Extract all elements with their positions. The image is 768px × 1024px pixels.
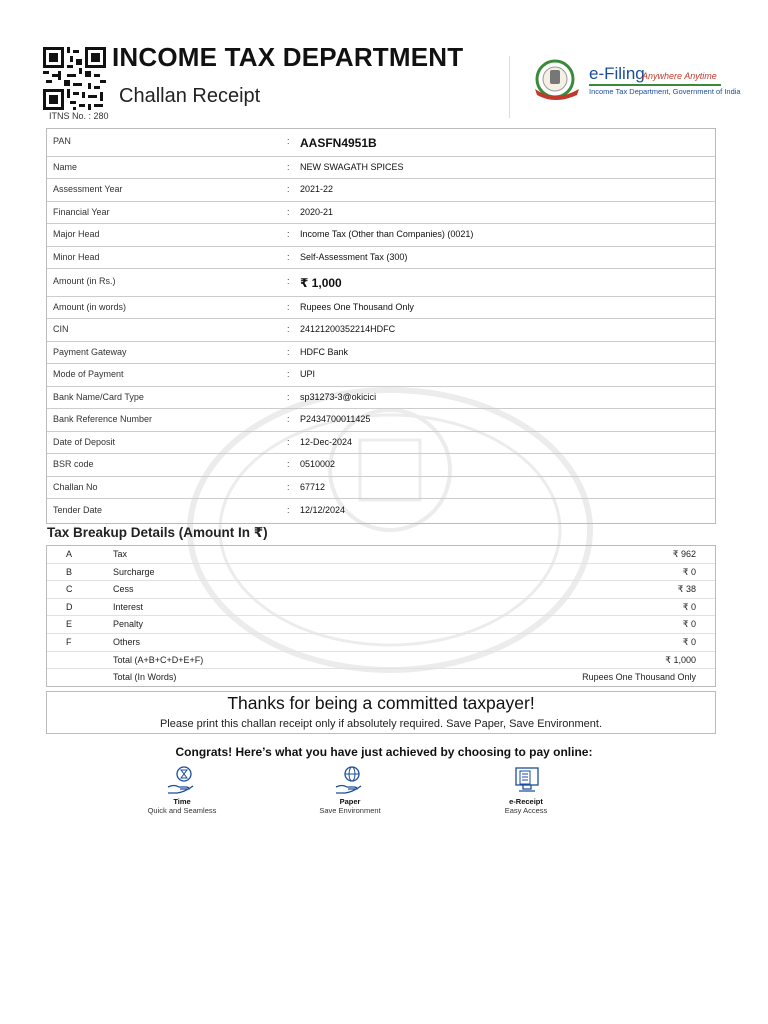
benefit-title: e-Receipt	[509, 797, 543, 806]
detail-row-pan	[47, 129, 715, 157]
detail-colon: :	[287, 392, 290, 402]
detail-value: NEW SWAGATH SPICES	[300, 162, 404, 172]
detail-label: Tender Date	[53, 505, 103, 515]
detail-value: Income Tax (Other than Companies) (0021)	[300, 229, 474, 239]
breakup-name: Total (In Words)	[113, 672, 177, 683]
detail-colon: :	[287, 136, 290, 146]
detail-label: Payment Gateway	[53, 347, 127, 357]
itns-number: ITNS No. : 280	[49, 111, 109, 121]
detail-value: UPI	[300, 369, 316, 379]
breakup-row	[47, 634, 715, 652]
efiling-subtitle: Income Tax Department, Government of India	[589, 87, 741, 96]
detail-colon: :	[287, 324, 290, 334]
benefit-title: Time	[173, 797, 191, 806]
detail-row-amount	[47, 269, 715, 297]
breakup-row	[47, 616, 715, 634]
detail-colon: :	[287, 414, 290, 424]
thanks-box	[46, 691, 716, 734]
department-title: INCOME TAX DEPARTMENT	[112, 42, 464, 72]
receipt-title: Challan Receipt	[119, 85, 261, 107]
breakup-amount: ₹ 1,000	[665, 654, 696, 665]
detail-row	[47, 477, 715, 499]
detail-row	[47, 319, 715, 342]
detail-label: CIN	[53, 324, 69, 334]
breakup-title: Tax Breakup Details (Amount In ₹)	[47, 525, 268, 540]
benefit-title: Paper	[339, 797, 361, 806]
breakup-code: C	[66, 584, 73, 595]
detail-colon: :	[287, 229, 290, 239]
breakup-row	[47, 546, 715, 564]
hourglass-hand-icon	[165, 765, 199, 797]
detail-label: Bank Name/Card Type	[53, 392, 144, 402]
breakup-name: Tax	[113, 549, 128, 559]
detail-label: Name	[53, 162, 78, 172]
detail-label: Mode of Payment	[53, 369, 124, 379]
breakup-row	[47, 564, 715, 582]
breakup-amount: ₹ 0	[682, 637, 696, 647]
detail-row	[47, 454, 715, 477]
efiling-underline	[589, 84, 721, 86]
tax-breakup-table	[46, 545, 716, 687]
breakup-amount: ₹ 38	[677, 584, 696, 595]
detail-label: BSR code	[53, 459, 94, 469]
breakup-amount: ₹ 0	[682, 601, 696, 612]
thanks-title: Thanks for being a committed taxpayer!	[227, 693, 535, 713]
benefit-time	[122, 765, 242, 815]
detail-value: 12/12/2024	[300, 505, 346, 515]
detail-colon: :	[287, 482, 290, 492]
emblem-logo-icon	[533, 59, 585, 101]
detail-colon: :	[287, 369, 290, 379]
detail-colon: :	[287, 459, 290, 469]
detail-colon: :	[287, 437, 290, 447]
detail-colon: :	[287, 347, 290, 357]
detail-label: Date of Deposit	[53, 437, 116, 447]
qr-code	[43, 47, 106, 110]
detail-row	[47, 499, 715, 523]
detail-label: Amount (in words)	[53, 302, 127, 312]
efiling-tagline: Anywhere Anytime	[642, 71, 717, 81]
detail-colon: :	[287, 302, 290, 312]
detail-value: AASFN4951B	[300, 136, 377, 150]
detail-row	[47, 387, 715, 409]
breakup-name: Total (A+B+C+D+E+F)	[113, 654, 204, 665]
breakup-code: F	[66, 637, 72, 647]
breakup-code: A	[66, 549, 73, 559]
detail-colon: :	[287, 276, 290, 286]
detail-value: sp31273-3@okicici	[300, 392, 377, 402]
detail-value: Rupees One Thousand Only	[300, 302, 414, 312]
detail-row	[47, 342, 715, 364]
detail-value: ₹ 1,000	[300, 276, 342, 290]
detail-value: P2434700011425	[300, 414, 371, 424]
challan-details-table	[46, 128, 716, 524]
detail-row	[47, 202, 715, 224]
breakup-name: Cess	[113, 584, 134, 595]
efiling-brand: e-Filing	[589, 64, 645, 83]
detail-colon: :	[287, 252, 290, 262]
header-divider	[509, 56, 510, 118]
detail-label: Financial Year	[53, 207, 110, 217]
benefit-ereceipt	[466, 765, 586, 815]
document-screen-icon	[509, 765, 543, 797]
detail-row	[47, 224, 715, 247]
detail-colon: :	[287, 184, 290, 194]
breakup-code: B	[66, 566, 73, 577]
detail-value: 2021-22	[300, 184, 334, 194]
detail-row	[47, 157, 715, 179]
detail-label: Bank Reference Number	[53, 414, 153, 424]
breakup-amount: Rupees One Thousand Only	[582, 672, 696, 683]
detail-colon: :	[287, 162, 290, 172]
breakup-code: E	[66, 619, 73, 630]
breakup-amount: ₹ 0	[682, 566, 696, 577]
breakup-name: Interest	[113, 601, 144, 612]
detail-label: Assessment Year	[53, 184, 123, 194]
breakup-row	[47, 581, 715, 599]
detail-colon: :	[287, 207, 290, 217]
breakup-amount: ₹ 0	[682, 619, 696, 630]
breakup-amount: ₹ 962	[672, 549, 696, 559]
breakup-row	[47, 599, 715, 617]
breakup-name: Penalty	[113, 619, 144, 630]
detail-value: 24121200352214HDFC	[300, 324, 396, 334]
breakup-name: Surcharge	[113, 566, 155, 577]
detail-label: Amount (in Rs.)	[53, 276, 116, 286]
detail-value: 0510002	[300, 459, 336, 469]
breakup-code: D	[66, 601, 73, 612]
breakup-row-total	[47, 652, 715, 670]
detail-row	[47, 409, 715, 432]
detail-row	[47, 247, 715, 269]
detail-label: Challan No	[53, 482, 98, 492]
detail-value: Self-Assessment Tax (300)	[300, 252, 408, 262]
thanks-subtitle: Please print this challan receipt only if absolutely required. Save Paper, Save Environment.	[159, 718, 603, 730]
benefit-subtitle: Save Environment	[319, 806, 381, 815]
congrats-heading: Congrats! Here’s what you have just achieved by choosing to pay online:	[175, 745, 593, 759]
detail-row	[47, 432, 715, 454]
detail-row	[47, 297, 715, 319]
detail-value: HDFC Bank	[300, 347, 349, 357]
detail-value: 2020-21	[300, 207, 334, 217]
detail-value: 12-Dec-2024	[300, 437, 353, 447]
breakup-name: Others	[113, 637, 141, 647]
detail-label: Major Head	[53, 229, 100, 239]
detail-label: PAN	[53, 136, 71, 146]
detail-row	[47, 364, 715, 387]
detail-label: Minor Head	[53, 252, 100, 262]
detail-row	[47, 179, 715, 202]
detail-value: 67712	[300, 482, 326, 492]
benefit-paper	[290, 765, 410, 815]
benefit-subtitle: Easy Access	[504, 806, 548, 815]
benefit-subtitle: Quick and Seamless	[147, 806, 217, 815]
breakup-row-total-words	[47, 669, 715, 687]
globe-hand-icon	[333, 765, 367, 797]
detail-colon: :	[287, 505, 290, 515]
